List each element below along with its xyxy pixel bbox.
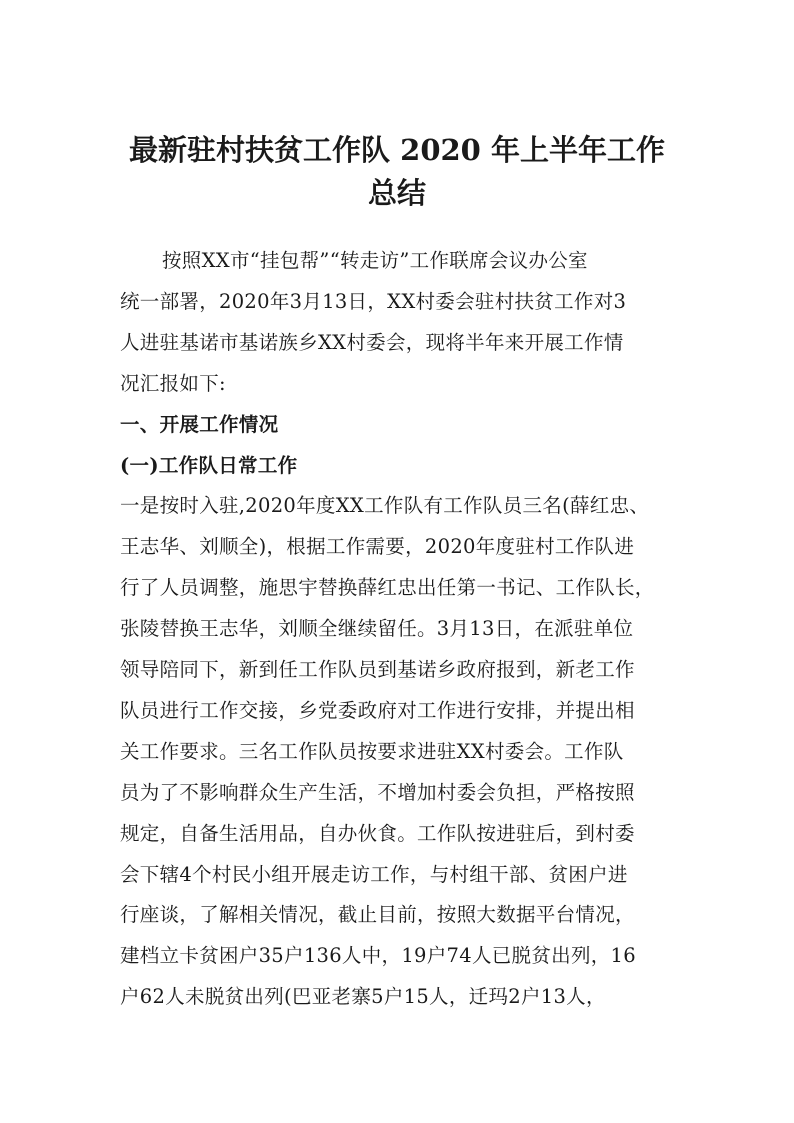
paragraph-line: 户62人未脱贫出列(巴亚老寨5户15人，迁玛2户13人， (120, 985, 606, 1009)
paragraph-line: 人进驻基诺市基诺族乡XX村委会，现将半年来开展工作情 (120, 330, 624, 354)
paragraph-line: 规定，自备生活用品，自办伙食。工作队按进驻后，到村委 (120, 821, 635, 845)
paragraph-line: 张陵替换王志华，刘顺全继续留任。3月13日，在派驻单位 (120, 617, 634, 641)
section-heading: 一、开展工作情况 (120, 412, 279, 436)
paragraph-line: 会下辖4个村民小组开展走访工作，与村组干部、贫困户进 (120, 862, 628, 886)
paragraph-line: 领导陪同下，新到任工作队员到基诺乡政府报到，新老工作 (120, 658, 635, 681)
paragraph-line: 一是按时入驻,2020年度XX工作队有工作队员三名(薛红忠、 (120, 494, 650, 518)
paragraph-line: 按照XX市“挂包帮”“转走访”工作联席会议办公室 (162, 249, 588, 272)
paragraph-line: 建档立卡贫困户35户136人中，19户74人已脱贫出列，16 (120, 944, 636, 968)
document-title-line-2: 总结 (367, 176, 426, 210)
paragraph-line: 统一部署，2020年3月13日，XX村委会驻村扶贫工作对3 (120, 289, 627, 313)
document-title-line-1: 最新驻村扶贫工作队 2020 年上半年工作 (129, 133, 665, 167)
paragraph-line: 况汇报如下: (120, 371, 226, 395)
paragraph-line: 员为了不影响群众生产生活，不增加村委会负担，严格按照 (120, 780, 635, 804)
paragraph-line: 王志华、刘顺全)，根据工作需要，2020年度驻村工作队进 (120, 535, 635, 559)
paragraph-line: 行座谈，了解相关情况，截止目前，按照大数据平台情况， (120, 903, 635, 927)
paragraph-line: 关工作要求。三名工作队员按要求进驻XX村委会。工作队 (120, 739, 624, 763)
section-heading: (一)工作队日常工作 (120, 453, 298, 477)
paragraph-line: 队员进行工作交接，乡党委政府对工作进行安排，并提出相 (120, 698, 635, 722)
paragraph-line: 行了人员调整，施思宇替换薛红忠出任第一书记、工作队长， (120, 576, 655, 600)
